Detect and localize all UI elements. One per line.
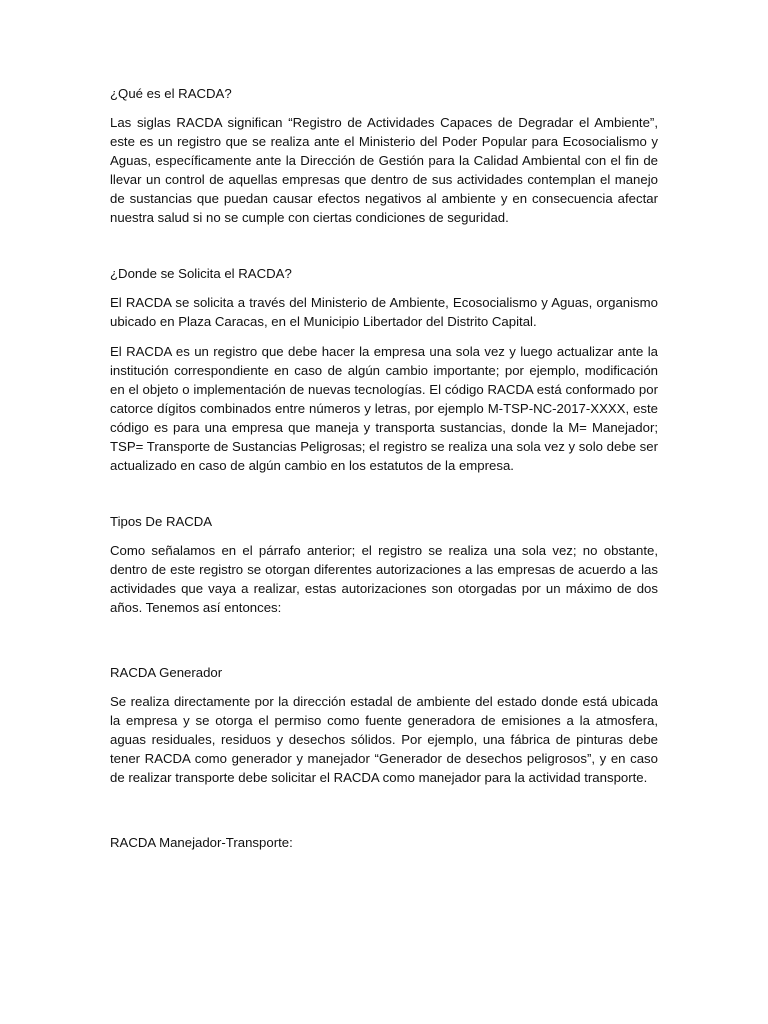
section-heading: RACDA Generador bbox=[110, 665, 223, 680]
section-tipos bbox=[110, 512, 658, 617]
section-paragraph: Como señalamos en el párrafo anterior; el registro se realiza una sola vez; no obstante, dentro de este registro se otorgan diferentes autorizaciones a las empresas de acuerdo a las actividades que vaya a realizar, estas autorizaciones son otorgadas por un máximo de dos años. Tenemos así entonces: bbox=[110, 543, 658, 615]
section-heading: Tipos De RACDA bbox=[110, 514, 213, 529]
document-page bbox=[110, 84, 658, 862]
section-heading: RACDA Manejador-Transporte: bbox=[110, 835, 293, 850]
section-heading: ¿Donde se Solicita el RACDA? bbox=[110, 266, 292, 281]
section-paragraph: Las siglas RACDA significan “Registro de Actividades Capaces de Degradar el Ambiente”, este es un registro que se realiza ante el Ministerio del Poder Popular para Ecosocialismo y Aguas, específicamente ante la Dirección de Gestión para la Calidad Ambiental con el fin de llevar un control de aquellas empresas que dentro de sus actividades contemplan el manejo de sustancias que puedan causar efectos negativos al ambiente y en consecuencia afectar nuestra salud si no se cumple con ciertas condiciones de seguridad. bbox=[110, 115, 658, 225]
section-paragraph: Se realiza directamente por la dirección estadal de ambiente del estado donde está ubicada la empresa y se otorga el permiso como fuente generadora de emisiones a la atmosfera, aguas residuales, residuos y desechos sólidos. Por ejemplo, una fábrica de pinturas debe tener RACDA como generador y manejador “Generador de desechos peligrosos”, y en caso de realizar transporte debe solicitar el RACDA como manejador para la actividad transporte. bbox=[110, 694, 658, 785]
section-manejador-transporte bbox=[110, 833, 658, 852]
section-paragraph: El RACDA es un registro que debe hacer la empresa una sola vez y luego actualizar ante la institución correspondiente en caso de algún cambio importante; por ejemplo, modificación en el objeto o implementación de nuevas tecnologías. El código RACDA está conformado por catorce dígitos combinados entre números y letras, por ejemplo M-TSP-NC-2017-XXXX, este código es para una empresa que maneja y transporta sustancias, donde la M= Manejador; TSP= Transporte de Sustancias Peligrosas; el registro se realiza una sola vez y solo debe ser actualizado en caso de algún cambio en los estatutos de la empresa. bbox=[110, 344, 658, 473]
section-donde-solicita bbox=[110, 264, 658, 475]
section-heading: ¿Qué es el RACDA? bbox=[110, 86, 232, 101]
section-generador bbox=[110, 663, 658, 787]
section-paragraph: El RACDA se solicita a través del Ministerio de Ambiente, Ecosocialismo y Aguas, organismo ubicado en Plaza Caracas, en el Municipio Libertador del Distrito Capital. bbox=[110, 295, 658, 329]
section-que-es bbox=[110, 84, 658, 227]
